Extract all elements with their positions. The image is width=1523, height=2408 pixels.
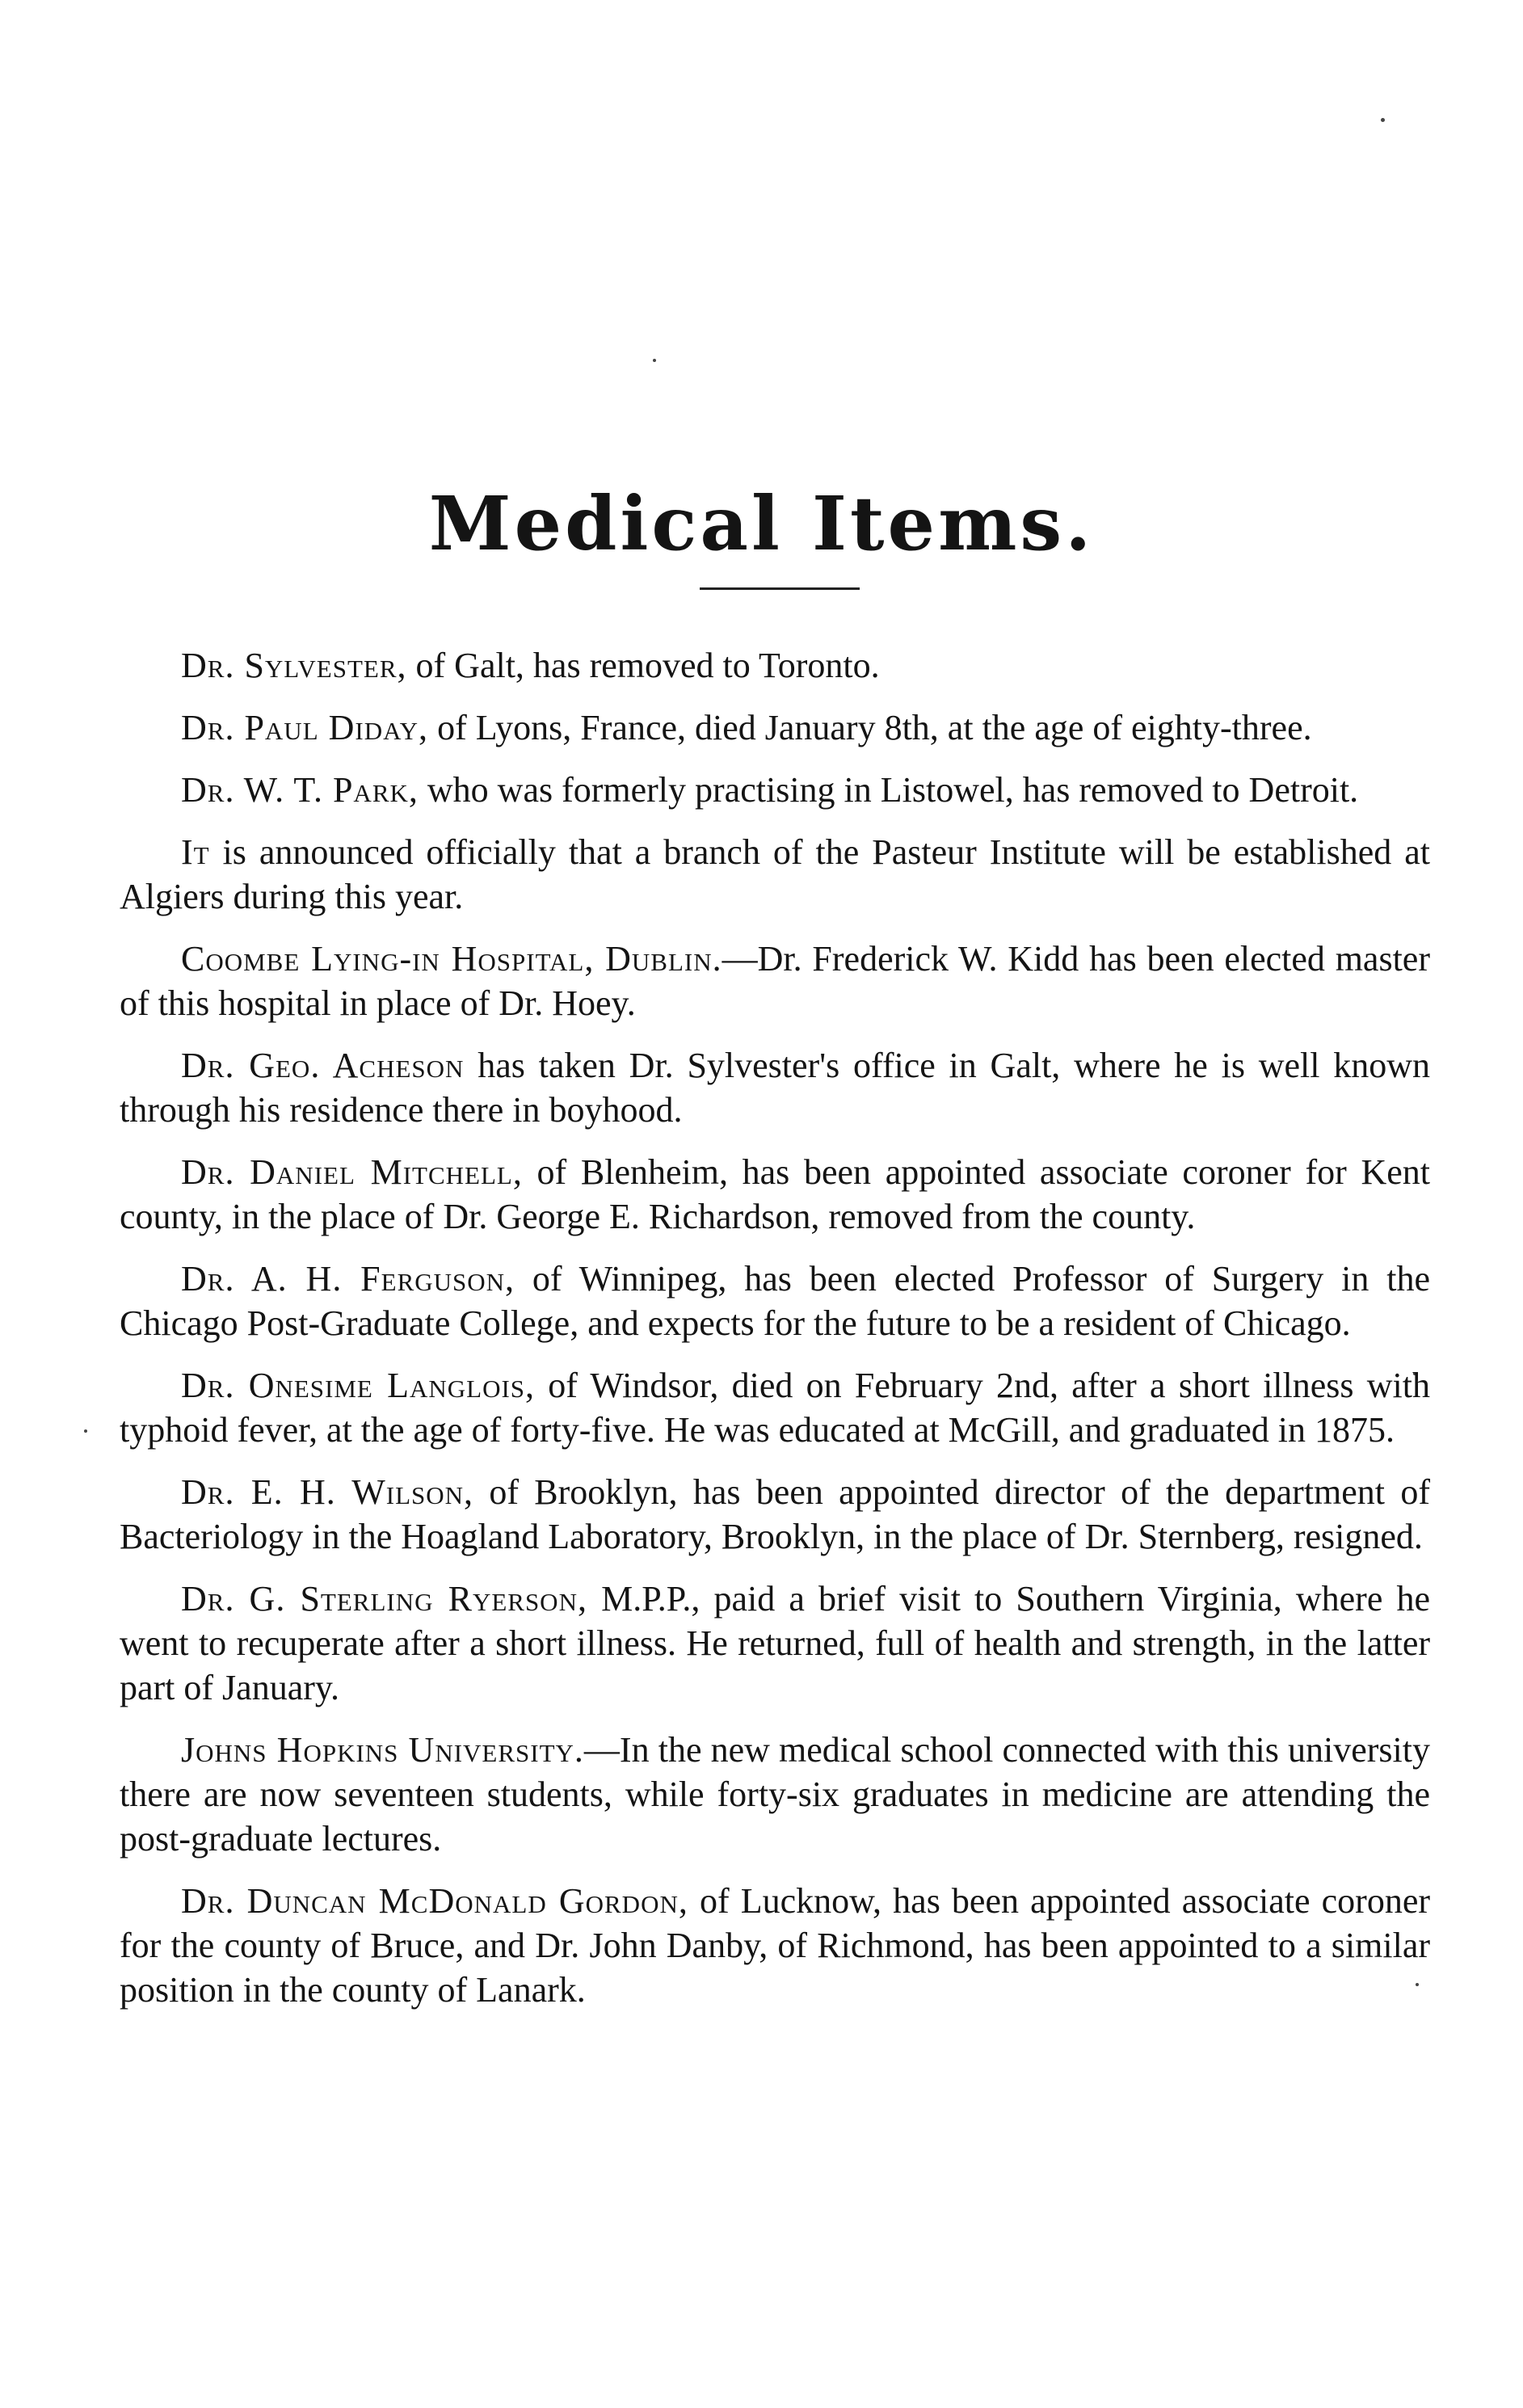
medical-item xyxy=(120,1879,1430,2012)
item-text: of Brooklyn, has been appointed director of the department of Bacteriology in the Hoagland Laboratory, Brooklyn, in the place of Dr. Sternberg, resigned. xyxy=(120,1472,1430,1556)
medical-item xyxy=(120,1257,1430,1345)
item-name: Dr. A. H. Ferguson, xyxy=(181,1259,515,1299)
item-name: Dr. E. H. Wilson, xyxy=(181,1472,474,1512)
item-name: Dr. Paul Diday, xyxy=(181,708,429,747)
medical-item xyxy=(120,1043,1430,1132)
item-name: Dr. Sylvester, xyxy=(181,646,407,685)
item-name: Dr. Geo. Acheson xyxy=(181,1046,465,1085)
item-text: has taken Dr. Sylvester's office in Galt, where he is well known through his residence there in boyhood. xyxy=(120,1046,1431,1130)
medical-item xyxy=(120,1150,1430,1239)
item-text: M.P.P., paid a brief visit to Southern Virginia, where he went to recuperate after a short illness. He returned, full of health and strength, in the latter part of January. xyxy=(120,1579,1430,1707)
scan-speck xyxy=(1381,118,1385,122)
item-name: Johns Hopkins University. xyxy=(181,1730,584,1770)
medical-item xyxy=(120,1470,1430,1559)
scan-speck xyxy=(84,1429,87,1433)
item-name: Dr. Duncan McDonald Gordon, xyxy=(181,1881,688,1921)
item-name: Dr. G. Sterling Ryerson, xyxy=(181,1579,587,1619)
item-text: of Galt, has removed to Toronto. xyxy=(406,646,880,685)
medical-item xyxy=(120,830,1430,919)
medical-items-list xyxy=(120,643,1430,2030)
item-text: who was formerly practising in Listowel, has removed to Detroit. xyxy=(418,770,1359,810)
page-title: Medical Items. xyxy=(428,479,1095,567)
item-text: is announced officially that a branch of the Pasteur Institute will be established at Algiers during this year. xyxy=(120,832,1430,916)
item-text: of Windsor, died on February 2nd, after a short illness with typhoid fever, at the age of forty-five. He was educated at McGill, and graduated in 1875. xyxy=(120,1366,1430,1450)
item-text: of Blenheim, has been appointed associate coroner for Kent county, in the place of Dr. George E. Richardson, removed from the county. xyxy=(120,1152,1431,1236)
medical-item xyxy=(120,768,1430,812)
item-name: Dr. Daniel Mitchell, xyxy=(181,1152,523,1192)
item-name: Dr. Onesime Langlois, xyxy=(181,1366,536,1405)
item-name: It xyxy=(181,832,210,872)
medical-item xyxy=(120,937,1430,1025)
medical-item xyxy=(120,1577,1430,1710)
item-text: —Dr. Frederick W. Kidd has been elected master of this hospital in place of Dr. Hoey. xyxy=(120,939,1430,1023)
item-text: of Winnipeg, has been elected Professor of Surgery in the Chicago Post-Graduate College, and expects for the future to be a resident of Chicago. xyxy=(120,1259,1430,1343)
title-divider xyxy=(700,587,860,590)
item-text: of Lucknow, has been appointed associate coroner for the county of Bruce, and Dr. John Danby, of Richmond, has been appointed to a similar position in the county of Lanark. xyxy=(120,1881,1431,2010)
item-text: of Lyons, France, died January 8th, at the age of eighty-three. xyxy=(428,708,1312,747)
medical-item xyxy=(120,643,1430,688)
medical-item xyxy=(120,1728,1430,1861)
item-name: Coombe Lying-in Hospital, Dublin. xyxy=(181,939,722,979)
item-name: Dr. W. T. Park, xyxy=(181,770,419,810)
medical-item xyxy=(120,705,1430,750)
scan-speck xyxy=(653,359,656,362)
medical-item xyxy=(120,1363,1430,1452)
item-text: —In the new medical school connected with this university there are now seventeen students, while forty-six graduates in medicine are attending the post-graduate lectures. xyxy=(120,1730,1431,1859)
